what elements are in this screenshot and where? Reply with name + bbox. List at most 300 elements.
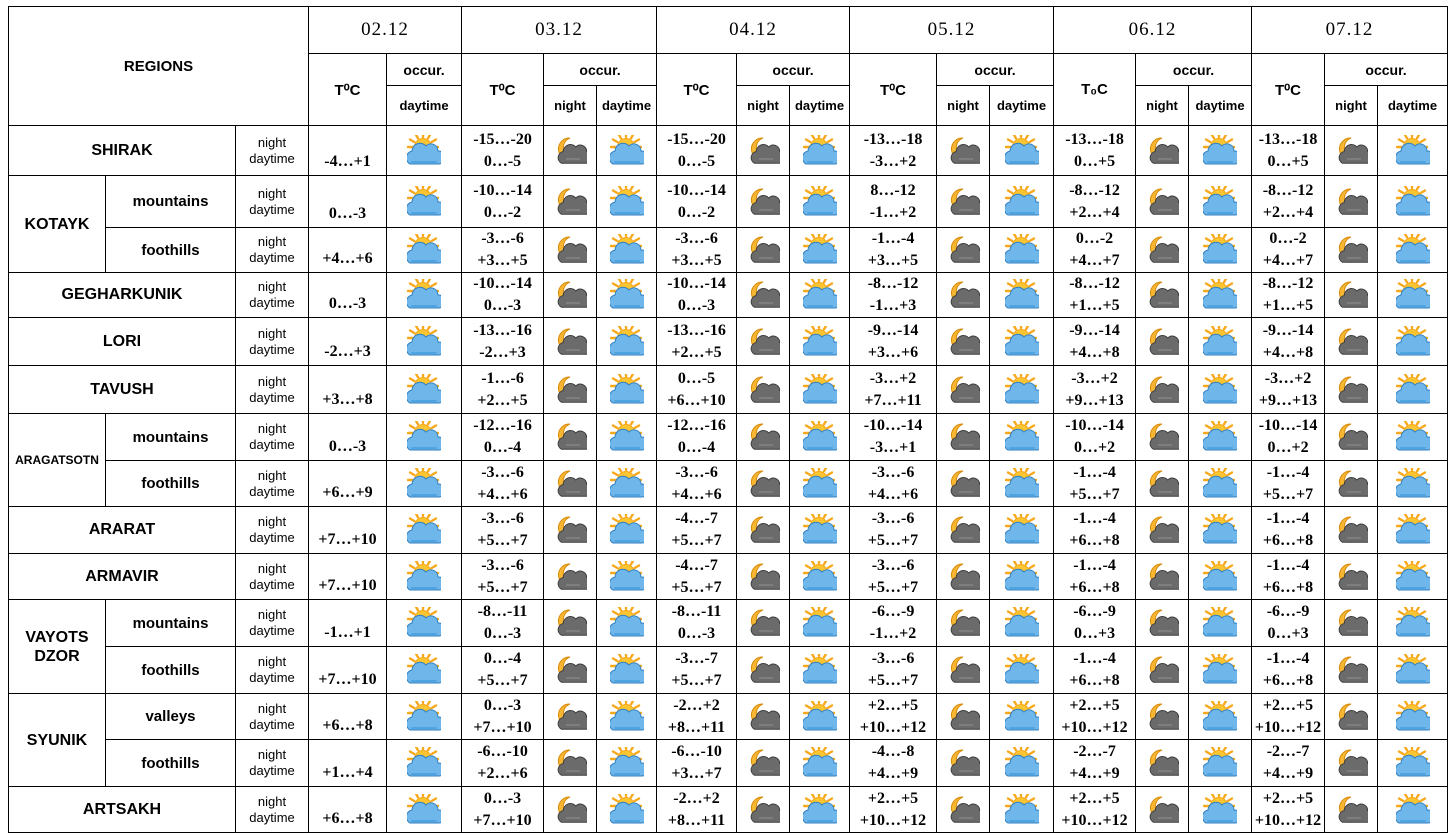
subregion-name: foothills [106, 228, 236, 273]
daytime-icon-cell [597, 126, 657, 176]
temp-cell [1054, 366, 1136, 414]
temp-cell [1252, 787, 1325, 833]
daytime-icon-cell [990, 694, 1054, 740]
sun-cloud-icon [610, 514, 644, 546]
night-temp: -10…-14 [473, 181, 532, 199]
night-temp: -1…-6 [481, 369, 524, 387]
moon-cloud-icon [1145, 561, 1179, 593]
night-temp: -13…-18 [1258, 130, 1318, 148]
temp-header: T⁰C [309, 54, 387, 126]
sun-cloud-icon [1396, 374, 1430, 406]
daytime-icon-cell [790, 126, 850, 176]
moon-cloud-icon [553, 186, 587, 218]
temp-header: T⁰C [462, 54, 544, 126]
night-temp: -3…-7 [675, 650, 718, 667]
sun-cloud-icon [610, 654, 644, 686]
daytime-icon-cell [790, 740, 850, 787]
sun-cloud-icon [610, 794, 644, 826]
temp-cell [657, 507, 737, 554]
daytime-header: daytime [990, 86, 1054, 126]
night-icon-cell [544, 176, 597, 228]
temp-cell [1054, 507, 1136, 554]
moon-cloud-icon [1334, 561, 1368, 593]
night-icon-cell [544, 414, 597, 461]
night-temp: 0…-3 [483, 789, 522, 807]
sun-cloud-icon [803, 468, 837, 500]
night-icon-cell [737, 694, 790, 740]
day-temp: 0…-5 [483, 152, 522, 170]
moon-cloud-icon [946, 135, 980, 167]
daytime-icon-cell [990, 787, 1054, 833]
daytime-label: daytime [249, 201, 295, 217]
day-temp: +5…+7 [671, 578, 722, 596]
night-icon-cell [737, 554, 790, 600]
temp-cell [850, 740, 937, 787]
night-label: night [257, 700, 287, 716]
sun-cloud-icon [803, 747, 837, 779]
temp-cell [462, 273, 544, 318]
night-icon-cell [1325, 461, 1378, 507]
sun-cloud-icon [407, 701, 441, 733]
day-temp: +1…+5 [1069, 297, 1120, 314]
daytime-icon-cell [597, 740, 657, 787]
sun-cloud-icon [1203, 701, 1237, 733]
temp-cell [462, 647, 544, 694]
temp-cell [1252, 176, 1325, 228]
moon-cloud-icon [746, 326, 780, 358]
day-temp: +5…+7 [477, 532, 528, 549]
day-temp: +4…+9 [867, 765, 919, 782]
day-temp: +6…+8 [1069, 532, 1120, 549]
moon-cloud-icon [946, 747, 980, 779]
sun-cloud-icon [610, 326, 644, 358]
sun-cloud-icon [1005, 794, 1039, 826]
daytime-label: daytime [249, 623, 295, 638]
table-row [9, 176, 1448, 228]
occur-header: occur. [737, 54, 850, 86]
sun-cloud-icon [610, 701, 644, 733]
sun-cloud-icon [1396, 794, 1430, 826]
day-temp: +9…+13 [1258, 391, 1318, 409]
temp-cell [850, 600, 937, 647]
daytime-icon-cell [990, 647, 1054, 694]
temp-cell [1054, 273, 1136, 318]
moon-cloud-icon [946, 607, 980, 639]
sun-cloud-icon [407, 374, 441, 406]
night-icon-cell [544, 461, 597, 507]
day-temp: 0…-2 [483, 203, 522, 221]
daytime-icon-cell [990, 228, 1054, 273]
sun-cloud-icon [407, 234, 441, 266]
daytime-icon-cell [1189, 273, 1252, 318]
temp-cell: 0…-3 [309, 414, 387, 461]
night-temp: -12…-16 [473, 417, 532, 434]
night-icon-cell [1136, 787, 1189, 833]
night-icon-cell [737, 647, 790, 694]
night-temp: -10…-14 [1258, 417, 1318, 434]
night-icon-cell [937, 740, 990, 787]
night-temp: -3…-6 [481, 463, 524, 481]
night-temp: 0…-2 [1075, 230, 1114, 247]
day-temp: +4…+8 [1262, 343, 1314, 361]
moon-cloud-icon [1334, 279, 1368, 311]
night-icon-cell [737, 414, 790, 461]
occur-header: occur. [387, 54, 462, 86]
night-temp: -3…+2 [1071, 369, 1118, 387]
daytime-icon-cell [1378, 740, 1448, 787]
daytime-header: daytime [387, 86, 462, 126]
sun-cloud-icon [1396, 326, 1430, 358]
night-temp: -1…-4 [1266, 510, 1310, 527]
moon-cloud-icon [946, 234, 980, 266]
moon-cloud-icon [1145, 607, 1179, 639]
sun-cloud-icon [407, 654, 441, 686]
temp-cell [850, 273, 937, 318]
night-icon-cell [1325, 694, 1378, 740]
sun-cloud-icon [407, 607, 441, 639]
table-row [9, 461, 1448, 507]
temp-cell [850, 647, 937, 694]
night-icon-cell [1136, 600, 1189, 647]
day-temp: -1…+3 [869, 297, 917, 314]
night-temp: -13…-16 [667, 321, 726, 339]
night-temp: -3…-6 [675, 463, 718, 481]
daytime-icon-cell [1189, 554, 1252, 600]
night-label: night [257, 514, 287, 529]
night-icon-cell [1325, 507, 1378, 554]
daytime-icon-cell [597, 366, 657, 414]
temp-cell [657, 694, 737, 740]
temp-cell [462, 740, 544, 787]
daytime-icon-cell [790, 600, 850, 647]
daytime-icon-cell [1378, 694, 1448, 740]
night-icon-cell [937, 787, 990, 833]
daytime-icon-cell [387, 273, 462, 318]
night-icon-cell [544, 554, 597, 600]
table-row [9, 366, 1448, 414]
sun-cloud-icon [803, 374, 837, 406]
day-temp: +7…+10 [473, 718, 532, 736]
day-temp: +5…+7 [867, 672, 919, 689]
sun-cloud-icon [610, 747, 644, 779]
night-icon-cell [1136, 366, 1189, 414]
daytime-icon-cell [387, 318, 462, 366]
daytime-icon-cell [387, 507, 462, 554]
moon-cloud-icon [1145, 421, 1179, 453]
night-icon-cell [1136, 228, 1189, 273]
day-temp: +5…+7 [671, 672, 722, 689]
table-row [9, 554, 1448, 600]
night-temp: +2…+5 [1069, 696, 1120, 714]
night-temp: -2…-7 [1073, 743, 1116, 760]
daytime-icon-cell [387, 740, 462, 787]
region-name: ARMAVIR [9, 554, 236, 600]
occur-header: occur. [544, 54, 657, 86]
night-icon-cell [1136, 554, 1189, 600]
moon-cloud-icon [553, 234, 587, 266]
night-temp: 0…-2 [1269, 230, 1307, 247]
daytime-label: daytime [249, 437, 295, 452]
daytime-icon-cell [597, 554, 657, 600]
daytime-icon-cell [387, 787, 462, 833]
sun-cloud-icon [1203, 421, 1237, 453]
moon-cloud-icon [553, 421, 587, 453]
night-icon-cell [1325, 228, 1378, 273]
sun-cloud-icon [1203, 374, 1237, 406]
moon-cloud-icon [1145, 279, 1179, 311]
night-daytime-label [236, 694, 309, 740]
daytime-icon-cell [790, 461, 850, 507]
daytime-label: daytime [249, 576, 295, 592]
night-icon-cell [1325, 787, 1378, 833]
night-temp: -2…+2 [673, 789, 720, 807]
night-temp: -10…-14 [1065, 417, 1124, 434]
night-temp: 0…-3 [483, 696, 522, 714]
daytime-icon-cell [990, 176, 1054, 228]
daytime-icon-cell [387, 647, 462, 694]
temp-cell [850, 507, 937, 554]
day-temp: +7…+11 [864, 391, 922, 409]
daytime-icon-cell [990, 600, 1054, 647]
night-label: night [257, 134, 287, 150]
night-label: night [257, 185, 287, 201]
night-temp: 0…-4 [483, 650, 522, 667]
daytime-icon-cell [1378, 228, 1448, 273]
temp-cell [657, 647, 737, 694]
day-temp: +10…+12 [1254, 811, 1322, 829]
night-temp: -3…+2 [1264, 369, 1312, 387]
day-temp: 0…-3 [483, 297, 522, 314]
moon-cloud-icon [946, 374, 980, 406]
daytime-icon-cell [387, 554, 462, 600]
moon-cloud-icon [946, 279, 980, 311]
daytime-label: daytime [249, 483, 295, 499]
night-icon-cell [737, 507, 790, 554]
night-daytime-label [236, 414, 309, 461]
temp-cell [657, 787, 737, 833]
table-row [9, 507, 1448, 554]
daytime-icon-cell [1189, 647, 1252, 694]
sun-cloud-icon [1396, 421, 1430, 453]
night-icon-cell [937, 461, 990, 507]
sun-cloud-icon [803, 561, 837, 593]
temp-cell [462, 318, 544, 366]
sun-cloud-icon [1203, 234, 1237, 266]
daytime-icon-cell [1378, 787, 1448, 833]
subregion-name: mountains [106, 176, 236, 228]
moon-cloud-icon [746, 747, 780, 779]
night-temp: -1…-4 [1073, 510, 1116, 527]
day-temp: 0…+5 [1073, 152, 1116, 170]
night-icon-cell [544, 228, 597, 273]
night-temp: +2…+5 [867, 789, 919, 807]
daytime-label: daytime [249, 341, 295, 357]
temp-cell: +6…+8 [309, 694, 387, 740]
night-icon-cell [1136, 176, 1189, 228]
temp-cell [1054, 126, 1136, 176]
temp-cell [657, 176, 737, 228]
moon-cloud-icon [746, 186, 780, 218]
daytime-icon-cell [597, 600, 657, 647]
temp-cell [462, 787, 544, 833]
daytime-icon-cell [387, 694, 462, 740]
night-icon-cell [544, 273, 597, 318]
night-temp: -3…-6 [871, 510, 915, 527]
daytime-icon-cell [597, 647, 657, 694]
moon-cloud-icon [1145, 374, 1179, 406]
daytime-label: daytime [249, 670, 295, 685]
sun-cloud-icon [803, 279, 837, 311]
daytime-icon-cell [1189, 740, 1252, 787]
region-name: ARTSAKH [9, 787, 236, 833]
night-temp: +2…+5 [1262, 696, 1314, 714]
night-daytime-label [236, 507, 309, 554]
temp-cell [1054, 647, 1136, 694]
table-row [9, 126, 1448, 176]
day-temp: +10…+12 [1061, 718, 1128, 736]
night-icon-cell [937, 366, 990, 414]
night-temp: +2…+5 [1069, 789, 1120, 807]
night-daytime-label [236, 126, 309, 176]
night-temp: -6…-10 [477, 743, 528, 760]
temp-cell [850, 176, 937, 228]
sun-cloud-icon [610, 374, 644, 406]
daytime-icon-cell [790, 366, 850, 414]
day-temp: -2…+3 [479, 343, 526, 361]
sun-cloud-icon [1396, 234, 1430, 266]
night-temp: -3…-6 [481, 230, 524, 247]
daytime-header: daytime [790, 86, 850, 126]
sun-cloud-icon [1005, 514, 1039, 546]
temp-cell [1054, 414, 1136, 461]
night-icon-cell [737, 600, 790, 647]
day-temp: +4…+6 [867, 485, 919, 503]
moon-cloud-icon [946, 326, 980, 358]
sun-cloud-icon [610, 561, 644, 593]
temp-cell [850, 787, 937, 833]
night-icon-cell [737, 461, 790, 507]
sun-cloud-icon [803, 701, 837, 733]
night-icon-cell [1325, 647, 1378, 694]
daytime-icon-cell [1378, 461, 1448, 507]
temp-cell [1054, 318, 1136, 366]
sun-cloud-icon [407, 186, 441, 218]
temp-cell [1252, 600, 1325, 647]
day-temp: 0…-5 [677, 152, 716, 170]
day-temp: 0…-3 [483, 625, 522, 642]
day-temp: +4…+6 [671, 485, 722, 503]
daytime-icon-cell [1378, 176, 1448, 228]
regions-header: REGIONS [9, 7, 309, 126]
night-temp: -10…-14 [667, 181, 726, 199]
night-daytime-label [236, 647, 309, 694]
sun-cloud-icon [1203, 186, 1237, 218]
moon-cloud-icon [946, 421, 980, 453]
moon-cloud-icon [1334, 135, 1368, 167]
moon-cloud-icon [1145, 701, 1179, 733]
temp-cell [1252, 694, 1325, 740]
night-icon-cell [544, 366, 597, 414]
night-temp: -13…-16 [473, 321, 532, 339]
daytime-icon-cell [990, 507, 1054, 554]
temp-cell: -4…+1 [309, 126, 387, 176]
night-icon-cell [737, 318, 790, 366]
day-temp: +5…+7 [477, 578, 528, 596]
night-label: night [257, 793, 287, 809]
night-icon-cell [544, 647, 597, 694]
day-temp: 0…+5 [1267, 152, 1309, 170]
daytime-icon-cell [790, 647, 850, 694]
night-temp: -3…-6 [871, 556, 915, 574]
moon-cloud-icon [553, 794, 587, 826]
night-daytime-label [236, 461, 309, 507]
daytime-icon-cell [990, 273, 1054, 318]
sun-cloud-icon [1396, 186, 1430, 218]
daytime-icon-cell [387, 461, 462, 507]
subregion-name: mountains [106, 600, 236, 647]
moon-cloud-icon [1145, 794, 1179, 826]
temp-cell [1252, 318, 1325, 366]
night-icon-cell [544, 126, 597, 176]
sun-cloud-icon [1203, 561, 1237, 593]
night-temp: +2…+5 [867, 696, 919, 714]
sun-cloud-icon [1005, 279, 1039, 311]
night-header: night [1136, 86, 1189, 126]
day-temp: +4…+6 [477, 485, 528, 503]
moon-cloud-icon [746, 135, 780, 167]
sun-cloud-icon [1396, 654, 1430, 686]
day-temp: +8…+11 [667, 811, 726, 829]
day-temp: -3…+1 [869, 439, 917, 456]
day-temp: +10…+12 [859, 718, 927, 736]
night-temp: -10…-14 [473, 275, 532, 292]
temp-cell [1054, 600, 1136, 647]
moon-cloud-icon [1334, 186, 1368, 218]
table-row [9, 273, 1448, 318]
sun-cloud-icon [803, 186, 837, 218]
night-temp: -3…-6 [871, 650, 915, 667]
night-temp: -15…-20 [473, 130, 532, 148]
daytime-icon-cell [1378, 273, 1448, 318]
table-row [9, 787, 1448, 833]
region-name: SYUNIK [9, 694, 106, 787]
daytime-icon-cell [1378, 554, 1448, 600]
daytime-icon-cell [597, 318, 657, 366]
night-temp: -12…-16 [667, 417, 726, 434]
daytime-label: daytime [249, 389, 295, 405]
sun-cloud-icon [1396, 135, 1430, 167]
daytime-icon-cell [1189, 126, 1252, 176]
temp-cell: +6…+8 [309, 787, 387, 833]
daytime-icon-cell [1189, 694, 1252, 740]
temp-cell [657, 554, 737, 600]
moon-cloud-icon [553, 607, 587, 639]
moon-cloud-icon [1334, 374, 1368, 406]
moon-cloud-icon [1334, 607, 1368, 639]
sun-cloud-icon [1396, 607, 1430, 639]
sun-cloud-icon [407, 326, 441, 358]
night-label: night [257, 279, 287, 294]
table-row [9, 414, 1448, 461]
moon-cloud-icon [746, 421, 780, 453]
daytime-icon-cell [1378, 366, 1448, 414]
temp-cell [657, 740, 737, 787]
sun-cloud-icon [610, 135, 644, 167]
daytime-icon-cell [990, 318, 1054, 366]
moon-cloud-icon [553, 279, 587, 311]
sun-cloud-icon [803, 421, 837, 453]
night-label: night [257, 467, 287, 483]
